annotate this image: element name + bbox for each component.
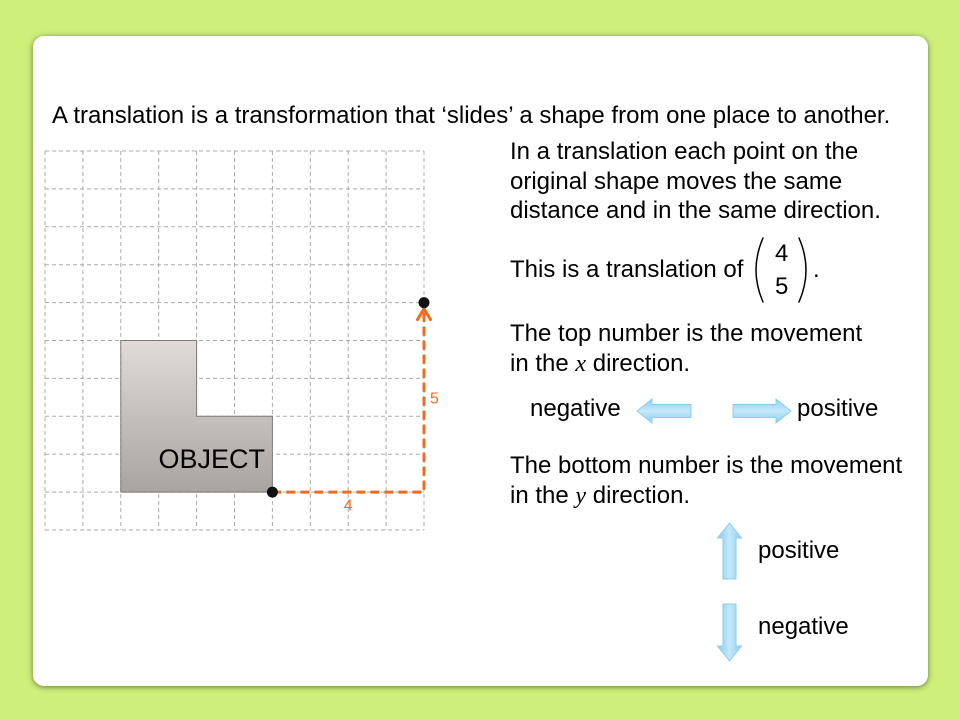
y-direction-text-after: direction. xyxy=(586,482,691,509)
right-bracket xyxy=(799,238,806,302)
vector-bottom-value: 5 xyxy=(775,273,789,300)
y-direction-line2 xyxy=(510,481,690,511)
explanation-line: distance and in the same direction. xyxy=(510,197,881,224)
x-direction-text-before: in the xyxy=(510,350,576,377)
translation-diagram xyxy=(40,145,450,545)
y-direction-line1: The bottom number is the movement xyxy=(510,452,903,479)
left-bracket xyxy=(756,238,763,302)
object-label: OBJECT xyxy=(158,444,266,475)
y-direction-arrows xyxy=(710,516,750,668)
y-negative-label: negative xyxy=(758,613,849,640)
start-point xyxy=(267,487,278,498)
arrow-down-icon xyxy=(718,604,742,661)
x-positive-label: positive xyxy=(797,395,879,422)
y-direction-text-before: in the xyxy=(510,482,576,509)
vector-top-value: 4 xyxy=(775,240,789,267)
explanation-line: In a translation each point on the xyxy=(510,138,859,165)
vector-statement-prefix: This is a translation of xyxy=(510,256,744,283)
arrow-up-icon xyxy=(718,523,742,579)
translation-path xyxy=(272,311,424,493)
x-direction-text-after: direction. xyxy=(586,350,691,377)
y-variable: y xyxy=(575,483,587,509)
y-positive-label: positive xyxy=(758,537,840,564)
x-direction-line1: The top number is the movement xyxy=(510,320,863,347)
vector-statement-suffix: . xyxy=(813,256,820,283)
arrow-left-icon xyxy=(637,399,691,423)
x-direction-arrows xyxy=(630,394,800,428)
intro-text: A translation is a transformation that ‘slides’ a shape from one place to another. xyxy=(52,102,891,129)
x-variable: x xyxy=(575,351,587,377)
vertical-step-label: 5 xyxy=(430,390,439,408)
arrow-right-icon xyxy=(733,399,791,423)
x-direction-line2 xyxy=(510,349,690,379)
x-negative-label: negative xyxy=(530,395,621,422)
explanation-line: original shape moves the same xyxy=(510,168,843,195)
end-point xyxy=(419,297,430,308)
horizontal-step-label: 4 xyxy=(343,497,353,515)
